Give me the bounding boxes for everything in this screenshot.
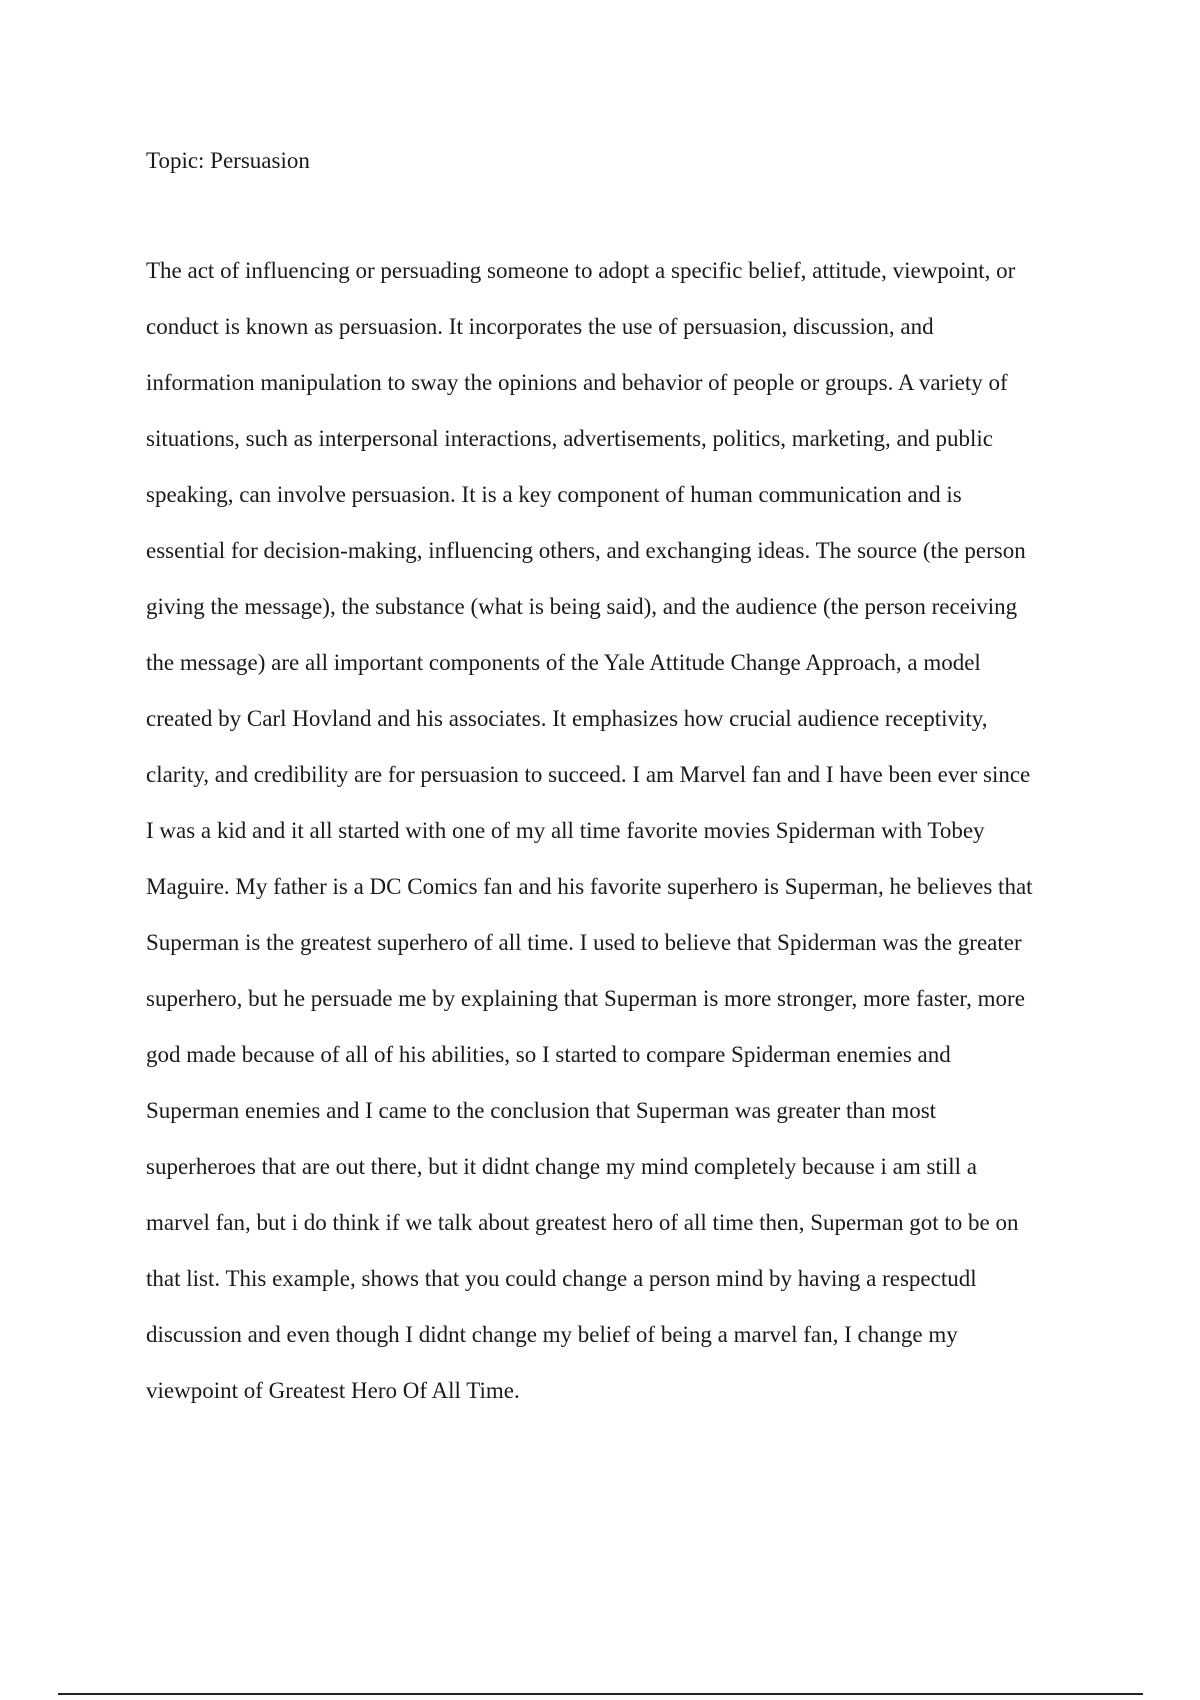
essay-line: speaking, can involve persuasion. It is a key component of human communication and is bbox=[146, 482, 962, 507]
essay-line: the message) are all important components of the Yale Attitude Change Approach, a model bbox=[146, 650, 981, 675]
essay-line: viewpoint of Greatest Hero Of All Time. bbox=[146, 1378, 520, 1403]
essay-line: information manipulation to sway the opinions and behavior of people or groups. A variety of bbox=[146, 370, 1008, 395]
essay-line: created by Carl Hovland and his associates. It emphasizes how crucial audience receptivity, bbox=[146, 706, 988, 731]
essay-line: The act of influencing or persuading someone to adopt a specific belief, attitude, viewpoint, or bbox=[146, 258, 1016, 283]
essay-line: Superman enemies and I came to the conclusion that Superman was greater than most bbox=[146, 1098, 937, 1123]
essay-line: I was a kid and it all started with one of my all time favorite movies Spiderman with Tobey bbox=[146, 818, 985, 843]
essay-line: Maguire. My father is a DC Comics fan and his favorite superhero is Superman, he believes that bbox=[146, 874, 1033, 899]
essay-line: discussion and even though I didnt change my belief of being a marvel fan, I change my bbox=[146, 1322, 958, 1347]
page-title: Topic: Persuasion bbox=[146, 148, 310, 173]
essay-line: situations, such as interpersonal interactions, advertisements, politics, marketing, and public bbox=[146, 426, 993, 451]
essay-line: superheroes that are out there, but it didnt change my mind completely because i am still a bbox=[146, 1154, 977, 1179]
essay-line: conduct is known as persuasion. It incorporates the use of persuasion, discussion, and bbox=[146, 314, 934, 339]
essay-line: essential for decision-making, influencing others, and exchanging ideas. The source (the person bbox=[146, 538, 1026, 563]
essay-body bbox=[146, 256, 1086, 1432]
essay-line: giving the message), the substance (what is being said), and the audience (the person receiving bbox=[146, 594, 1018, 619]
essay-line: superhero, but he persuade me by explaining that Superman is more stronger, more faster, more bbox=[146, 986, 1025, 1011]
essay-line: that list. This example, shows that you could change a person mind by having a respectudl bbox=[146, 1266, 977, 1291]
essay-line: clarity, and credibility are for persuasion to succeed. I am Marvel fan and I have been ever since bbox=[146, 762, 1031, 787]
page-bottom-divider bbox=[58, 1693, 1143, 1695]
essay-line: Superman is the greatest superhero of all time. I used to believe that Spiderman was the greater bbox=[146, 930, 1022, 955]
essay-line: marvel fan, but i do think if we talk about greatest hero of all time then, Superman got to be on bbox=[146, 1210, 1019, 1235]
essay-line: god made because of all of his abilities, so I started to compare Spiderman enemies and bbox=[146, 1042, 951, 1067]
